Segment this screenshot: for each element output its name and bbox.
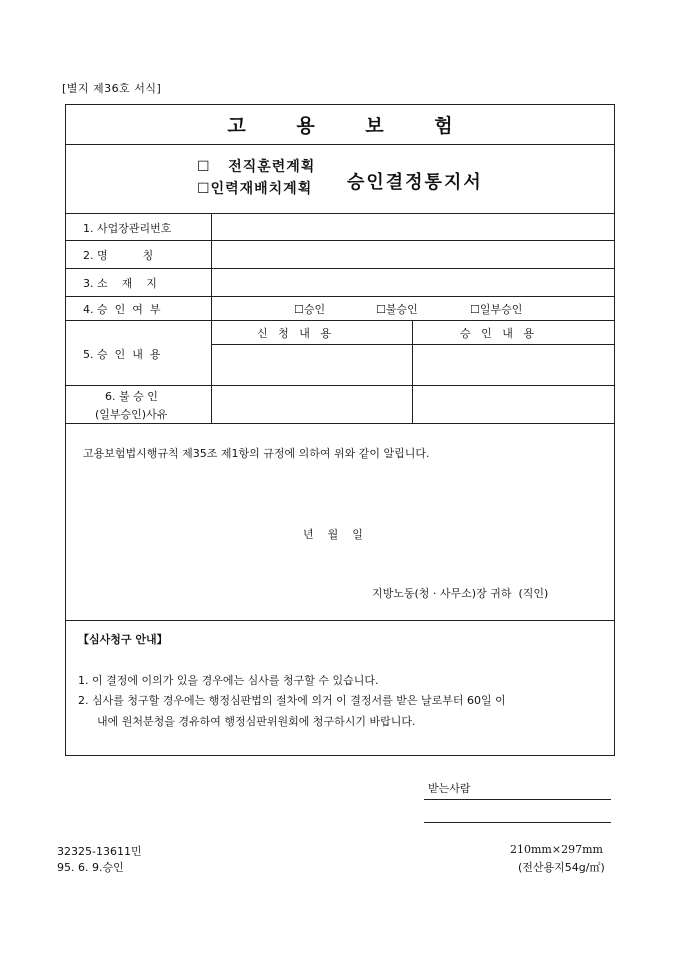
document-title: 승인결정통지서 — [347, 172, 483, 193]
label-name: 2. 명 칭 — [83, 249, 154, 262]
form-frame — [65, 104, 615, 756]
notice-issuer: 지방노동(청 · 사무소)장 귀하 (직인) — [372, 587, 549, 600]
divider — [65, 423, 615, 424]
business-number-field[interactable] — [212, 214, 614, 240]
form-approval-date: 95. 6. 9.승인 — [57, 861, 124, 874]
paper-type: (전산용지54g/㎡) — [518, 861, 605, 874]
divider — [65, 144, 615, 145]
label-approval-content: 5. 승 인 내 용 — [83, 348, 161, 361]
divider — [65, 296, 615, 297]
form-label: [별지 제36호 서식] — [62, 82, 162, 95]
form-code: 32325-13611민 — [57, 845, 142, 858]
applied-content-field[interactable] — [212, 345, 412, 385]
label-business-number: 1. 사업장관리번호 — [83, 222, 172, 235]
plan-training-label: 전직훈련계획 — [228, 159, 316, 175]
label-location: 3. 소 재 지 — [83, 277, 157, 290]
guide-heading: 【심사청구 안내】 — [78, 633, 168, 646]
option-partial[interactable]: ☐일부승인 — [470, 303, 523, 316]
plan-option-relocation[interactable] — [197, 178, 312, 198]
recipient-line — [424, 799, 611, 800]
location-field[interactable] — [212, 269, 614, 296]
column-approved-content: 승 인 내 용 — [460, 327, 534, 340]
paper-size: 210mm×297mm — [510, 843, 603, 856]
label-rejection-reason-sub: (일부승인)사유 — [95, 408, 168, 421]
notice-statement: 고용보험법시행규칙 제35조 제1항의 규정에 의하여 위와 같이 알립니다. — [83, 447, 430, 460]
checkbox-icon: ☐ — [197, 181, 211, 197]
insurance-title: 고 용 보 험 — [227, 114, 475, 137]
checkbox-icon: ☐ — [197, 159, 211, 175]
plan-option-training[interactable] — [197, 156, 315, 176]
divider — [65, 320, 615, 321]
notice-date: 년 월 일 — [303, 528, 363, 541]
recipient-label: 받는사람 — [428, 782, 471, 795]
divider — [65, 620, 615, 621]
approved-content-field[interactable] — [413, 345, 614, 385]
guide-item-2: 2. 심사를 청구할 경우에는 행정심판법의 절차에 의거 이 결정서를 받은 날로부터 60일 이 — [78, 694, 506, 707]
label-rejection-reason: 6. 불 승 인 — [105, 390, 158, 403]
name-field[interactable] — [212, 241, 614, 268]
recipient-line — [424, 822, 611, 823]
guide-item-1: 1. 이 결정에 이의가 있을 경우에는 심사를 청구할 수 있습니다. — [78, 674, 379, 687]
guide-item-2-cont: 내에 원처분청을 경유하여 행정심판위원회에 청구하시기 바랍니다. — [97, 715, 416, 728]
reason-field-right[interactable] — [413, 386, 614, 423]
option-approved[interactable]: ☐승인 — [294, 303, 326, 316]
label-approval-status: 4. 승 인 여 부 — [83, 303, 161, 316]
reason-field-left[interactable] — [212, 386, 412, 423]
column-applied-content: 신 청 내 용 — [257, 327, 331, 340]
option-rejected[interactable]: ☐불승인 — [376, 303, 418, 316]
plan-relocation-label: 인력재배치계획 — [210, 181, 313, 197]
